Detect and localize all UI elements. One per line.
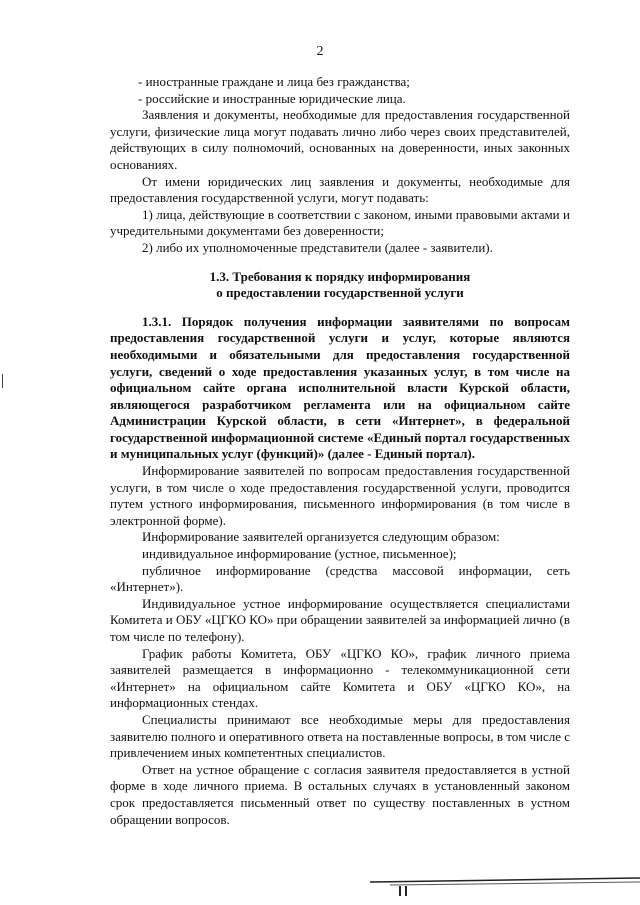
bold-paragraph: 1.3.1. Порядок получения информации заявителями по вопросам предоставления государственной услуги и услуг, которые являются необходимыми и обязательными для предоставления государственной услуги, сведений о ходе предоставления указанных услуг, в том числе на официальном сайте органа исполнительной власти Курской области, являющегося разработчиком регламента или на официальном сайте Администрации Курской области, в сети «Интернет», в федеральной государственной информационной системе «Единый портал государственных и муниципальных услуг (функций)» (далее - Единый портал). <box>110 313 570 462</box>
page-number: 2 <box>316 44 324 59</box>
scan-margin-mark <box>2 374 3 388</box>
paragraph: 1) лица, действующие в соответствии с законом, иными правовыми актами и учредительными документами без доверенности; <box>110 206 570 239</box>
paragraph: График работы Комитета, ОБУ «ЦГКО КО», график личного приема заявителей размещается в информационно - телекоммуникационной сети «Интернет» на официальном сайте Комитета и ОБУ «ЦГКО КО», на информационных стендах. <box>110 645 570 711</box>
paragraph: публичное информирование (средства массовой информации, сеть «Интернет»). <box>110 562 570 595</box>
paragraph: Ответ на устное обращение с согласия заявителя предоставляется в устной форме в ходе личного приема. В остальных случаях в установленный законом срок предоставляется письменный ответ по существу поставленных в устном обращении вопросов. <box>110 761 570 827</box>
paragraph: Индивидуальное устное информирование осуществляется специалистами Комитета и ОБУ «ЦГКО КО» при обращении заявителей за информацией лично (в том числе по телефону). <box>110 595 570 644</box>
section-heading-line1: 1.3. Требования к порядку информирования <box>209 268 471 284</box>
paragraph: Информирование заявителей организуется следующим образом: <box>142 529 500 545</box>
paragraph: индивидуальное информирование (устное, письменное); <box>142 546 457 562</box>
list-item: - иностранные граждане и лица без гражданства; <box>138 74 410 89</box>
scan-footer-lines <box>370 876 640 896</box>
paragraph: Заявления и документы, необходимые для предоставления государственной услуги, физические лица могут подавать лично либо через своих представителей, действующих в силу полномочий, основанных на доверенности, иных законных основаниях. <box>110 107 570 172</box>
paragraph: Информирование заявителей по вопросам предоставления государственной услуги, в том числе о ходе предоставления государственной услуги, проводится путем устного информирования, письменного информирования (в том числе в электронной форме). <box>110 463 570 528</box>
paragraph: От имени юридических лиц заявления и документы, необходимые для предоставления государственной услуги, могут подавать: <box>110 173 570 206</box>
list-item: - российские и иностранные юридические лица. <box>138 90 406 106</box>
section-heading <box>110 269 570 302</box>
document-body <box>110 74 570 828</box>
section-heading-line2: о предоставлении государственной услуги <box>216 285 464 301</box>
paragraph: Специалисты принимают все необходимые меры для предоставления заявителю полного и оперативного ответа на поставленные вопросы, в том числе с привлечением иных компетентных специалистов. <box>110 711 570 761</box>
paragraph: 2) либо их уполномоченные представители (далее - заявители). <box>142 239 493 255</box>
